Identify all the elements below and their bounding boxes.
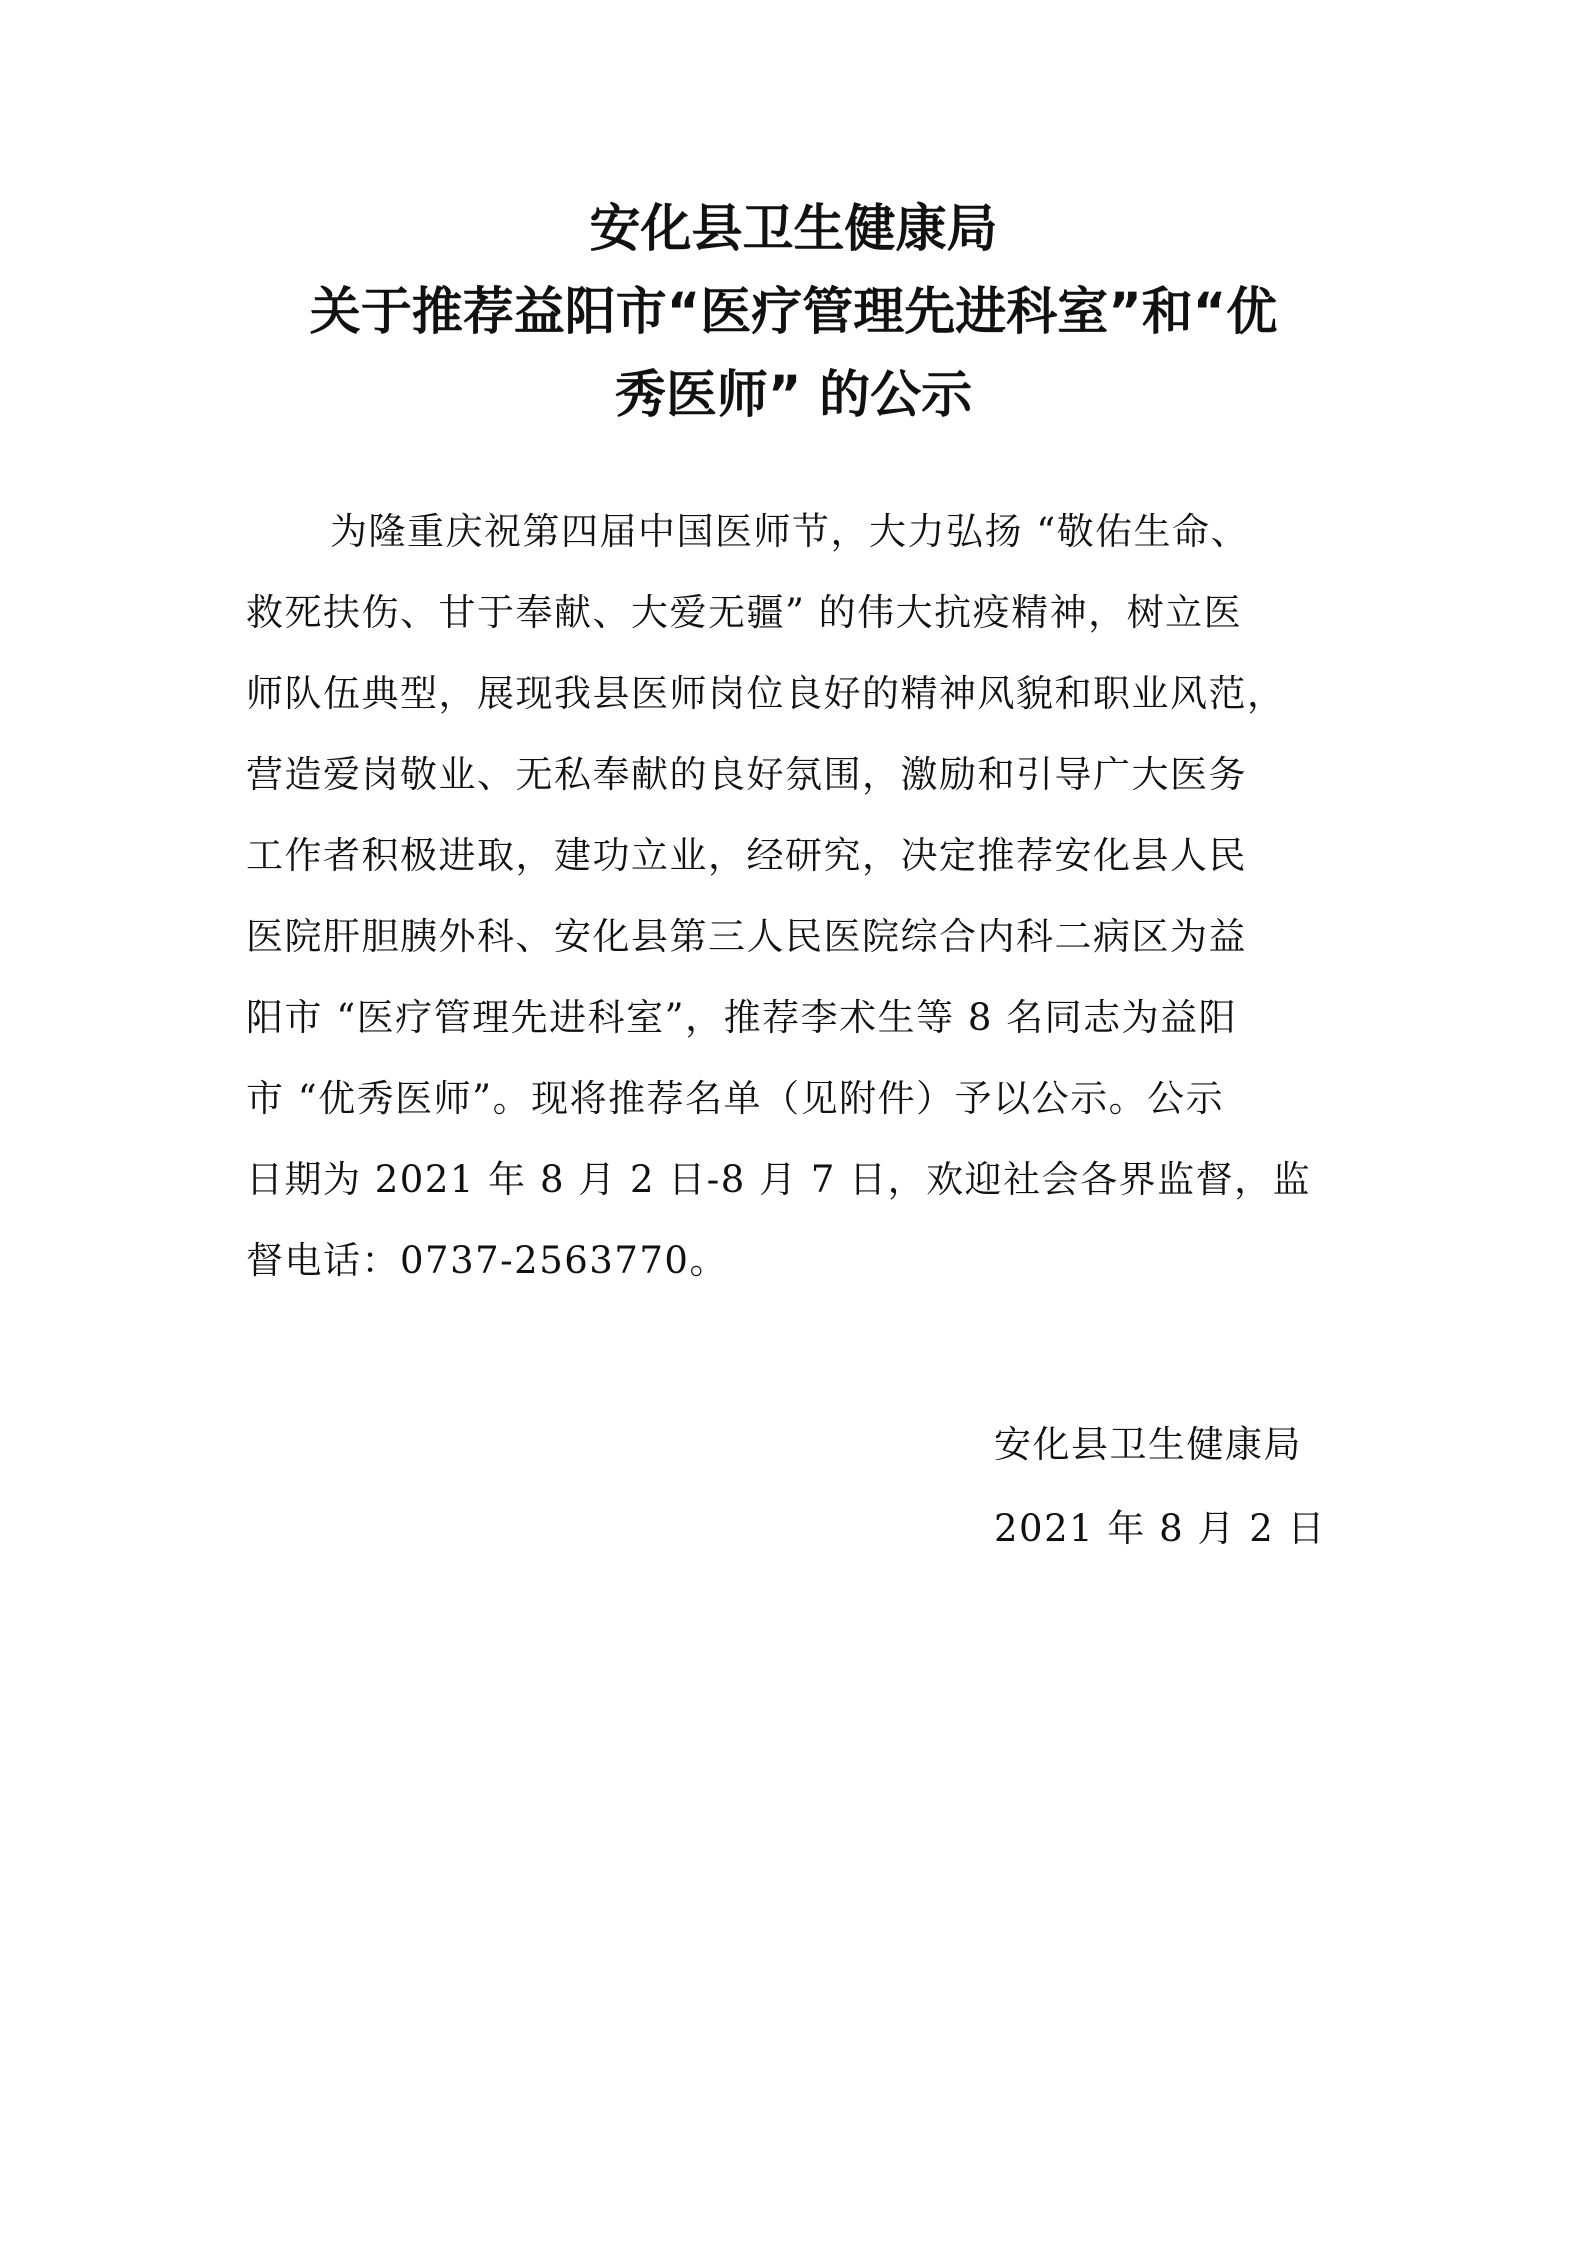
body-line-3: 师队伍典型，展现我县医师岗位良好的精神风貌和职业风范， (246, 672, 1286, 715)
body-line-9: 日期为 2021 年 8 月 2 日-8 月 7 日，欢迎社会各界监督，监 (246, 1158, 1312, 1201)
body-line-6: 医院肝胆胰外科、安化县第三人民医院综合内科二病区为益 (246, 915, 1247, 958)
title-line-3: 秀医师” 的公示 (614, 366, 973, 425)
document-title (160, 188, 1427, 437)
body-line-5: 工作者积极进取，建功立业，经研究，决定推荐安化县人民 (246, 834, 1247, 877)
title-line-2: 关于推荐益阳市“医疗管理先进科室”和“优 (309, 283, 1278, 342)
signature-date: 2021 年 8 月 2 日 (994, 1507, 1327, 1550)
body-line-10: 督电话：0737-2563770。 (246, 1239, 728, 1282)
signature-block (994, 1403, 1414, 1571)
body-line-1: 为隆重庆祝第四届中国医师节，大力弘扬 “敬佑生命、 (330, 510, 1250, 553)
body-line-2: 救死扶伤、甘于奉献、大爱无疆” 的伟大抗疫精神，树立医 (246, 591, 1243, 634)
body-line-7: 阳市 “医疗管理先进科室”，推荐李术生等 8 名同志为益阳 (246, 996, 1238, 1039)
body-line-8: 市 “优秀医师”。现将推荐名单（见附件）予以公示。公示 (246, 1077, 1225, 1120)
announcement-body (246, 491, 1346, 1301)
body-line-4: 营造爱岗敬业、无私奉献的良好氛围，激励和引导广大医务 (246, 753, 1247, 796)
title-line-1: 安化县卫生健康局 (589, 200, 998, 259)
signature-organization: 安化县卫生健康局 (994, 1423, 1302, 1466)
